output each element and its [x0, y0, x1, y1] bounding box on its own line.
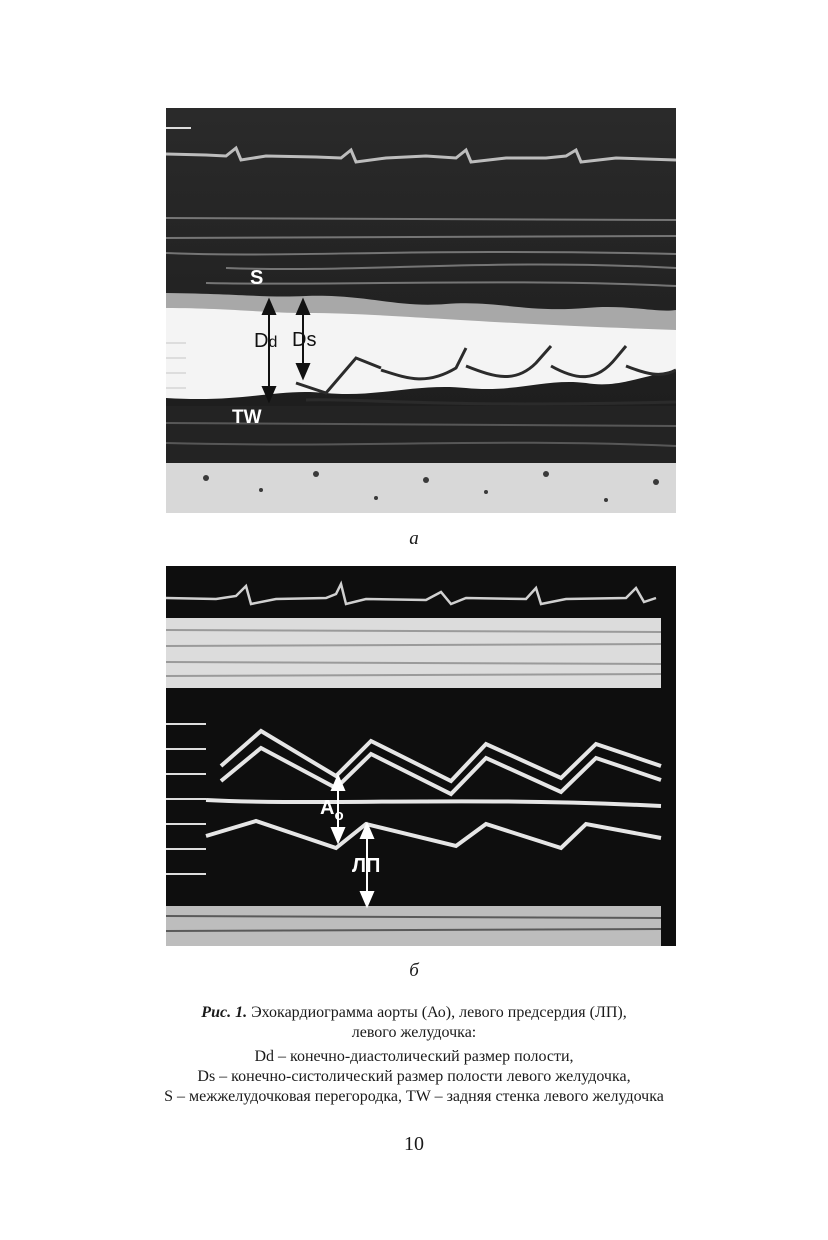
figure-caption: [60, 1003, 768, 1107]
page-number: 10: [404, 1133, 424, 1155]
label-ao: [320, 797, 344, 824]
label-dd-main: D: [254, 330, 269, 352]
label-dd: [254, 331, 277, 351]
figure-b-sublabel: б: [409, 960, 419, 981]
caption-title-line: [60, 1003, 768, 1023]
caption-title-line-2: левого желудочка:: [351, 1024, 477, 1041]
echocardiogram-lv-image: [166, 108, 676, 513]
label-lp: ЛП: [352, 855, 381, 877]
figure-number: Рис. 1.: [201, 1004, 248, 1021]
echocardiogram-ao-lp-image: [166, 566, 676, 946]
echocardiogram-ao-lp-drawing: [166, 566, 676, 946]
label-tw: TW: [232, 407, 262, 428]
caption-line-ds: Ds – конечно-систолический размер полости левого желудочка,: [197, 1068, 631, 1085]
label-ao-main: A: [320, 797, 335, 819]
caption-line-dd: Dd – конечно-диастолический размер полости,: [254, 1048, 574, 1065]
caption-title: Эхокардиограмма аорты (Ао), левого предсердия (ЛП),: [247, 1004, 627, 1021]
echocardiogram-lv-drawing: [166, 108, 676, 513]
label-dd-sub: d: [268, 334, 278, 351]
label-ao-sub: o: [334, 807, 344, 824]
caption-line-s-tw: S – межжелудочковая перегородка, TW – задняя стенка левого желудочка: [164, 1088, 664, 1105]
figure-a-sublabel: а: [409, 528, 419, 549]
label-s: S: [250, 267, 264, 289]
label-ds: Ds: [292, 329, 317, 351]
